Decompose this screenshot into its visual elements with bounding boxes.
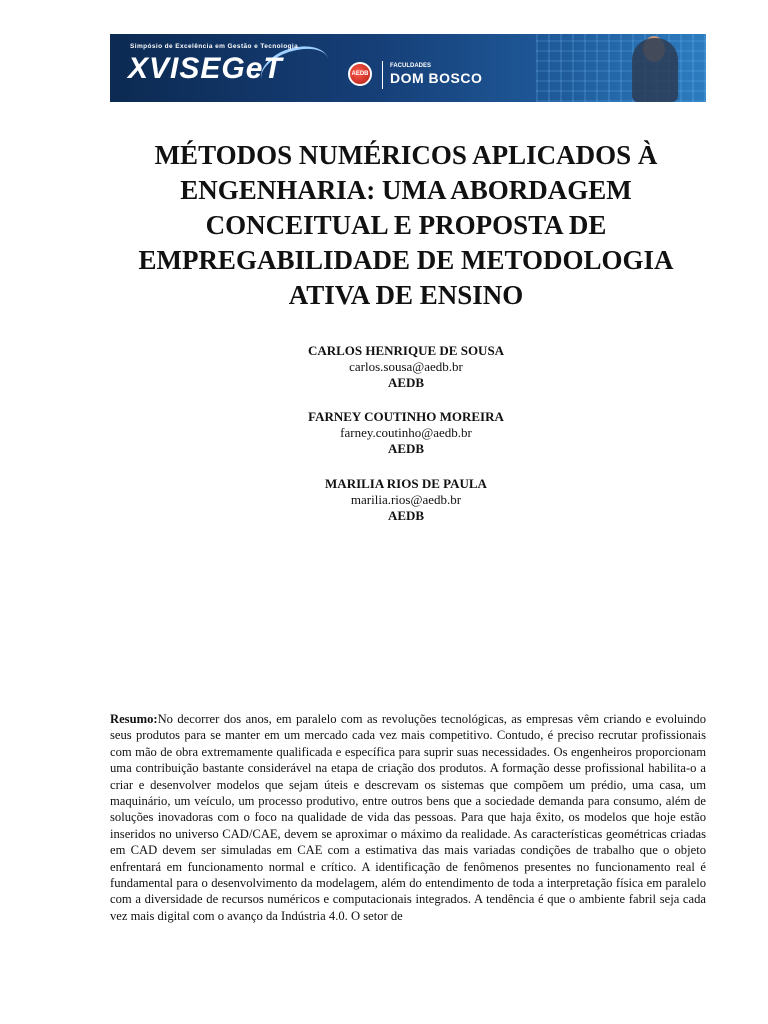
conference-banner <box>110 34 706 102</box>
paper-title: MÉTODOS NUMÉRICOS APLICADOS À ENGENHARIA: UMA ABORDAGEM CONCEITUAL E PROPOSTA DE EMPREGABILIDADE DE METODOLOGIA ATIVA DE ENSINO <box>138 140 674 310</box>
faculty-name: DOM BOSCO <box>390 70 483 86</box>
author-name: MARILIA RIOS DE PAULA <box>325 476 487 491</box>
aedb-logo-icon: AEDB <box>348 62 372 86</box>
abstract-label: Resumo: <box>110 712 158 726</box>
banner-divider <box>382 61 383 89</box>
author-affiliation: AEDB <box>387 441 425 456</box>
author-block-1 <box>100 343 712 391</box>
banner-subtitle: Simpósio de Excelência em Gestão e Tecnologia <box>130 43 299 50</box>
author-email: marilia.rios@aedb.br <box>350 492 462 507</box>
author-name: FARNEY COUTINHO MOREIRA <box>308 409 504 424</box>
author-affiliation: AEDB <box>387 508 425 523</box>
seget-logo: XVISEGeT <box>128 52 283 85</box>
abstract-text: No decorrer dos anos, em paralelo com as revoluções tecnológicas, as empresas vêm criando e evoluindo seus produtos para se manter em um mercado cada vez mais competitivo. Contudo, é preciso recrutar profissionais com mão de obra extremamente qualificada e específica para suprir suas necessidades. Os engenheiros proporcionam uma contribuição bastante considerável na etapa de criação dos produtos. A formação desse profissional habilita-o a criar e desenvolver modelos que sejam úteis e descrevam os sistemas que compõem um prédio, uma casa, um maquinário, um veículo, um processo produtivo, entre outros bens que a sociedade demanda para consumo, além de soluções inovadoras com o foco na qualidade de vida das pessoas. Para que haja êxito, os modelos que hoje estão inseridos no universo CAD/CAE, devem se aproximar o máximo da realidade. As características geométricas criadas em CAD devem ser simuladas em CAE com a estimativa das mais variadas condições de trabalho que o objeto enfrentará em funcionamento normal e crítico. A identificação de fenômenos presentes no funcionamento real é fundamental para o desenvolvimento da modelagem, além do entendimento de toda a interpretação física em paralelo com a diversidade de recursos numéricos e computacionais integrados. A tendência é que o ambiente fabril seja cada vez mais digital com o avanço da Indústria 4.0. O setor de <box>110 712 706 923</box>
author-name: CARLOS HENRIQUE DE SOUSA <box>307 343 505 358</box>
author-email: farney.coutinho@aedb.br <box>340 425 472 440</box>
abstract-paragraph <box>110 711 706 924</box>
banner-circuit-graphic <box>536 34 706 102</box>
faculty-label: FACULDADES <box>390 63 432 69</box>
author-email: carlos.sousa@aedb.br <box>349 359 463 374</box>
author-block-3 <box>100 476 712 524</box>
author-block-2 <box>100 409 712 457</box>
banner-person-graphic <box>632 38 678 102</box>
author-affiliation: AEDB <box>387 375 425 390</box>
